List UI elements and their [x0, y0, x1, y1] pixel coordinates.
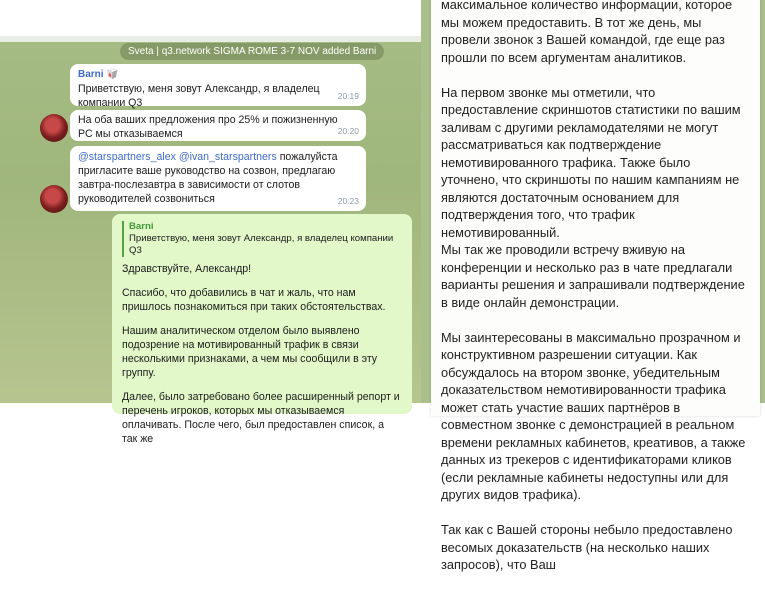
message-time: 20:23 [337, 196, 359, 206]
message-bubble[interactable] [70, 64, 366, 109]
reply-quote-text: Приветствую, меня зовут Александр, я владелец компании Q3 [129, 233, 394, 256]
message-text [78, 150, 356, 206]
document-panel [421, 0, 765, 572]
message-bubble[interactable] [70, 110, 366, 141]
document-paragraph: На первом звонке мы отметили, что предоставление скриншотов статистики по вашим заливам с другими рекламодателями не могут рассматриваться как подтверждение немотивированного трафика. Также было уточнено, что скриншоты по нашим кампаниям не являются достаточным основанием для подтверждения того, что трафик немотивированный. Мы так же проводили встречу вживую на конференции и несколько раз в чате предлагали варианты решения и запрашивали подтверждение в виде онлайн демонстрации. [441, 84, 745, 310]
reply-paragraph: Спасибо, что добавились в чат и жаль, что нам пришлось познакомиться при таких обстоятельствах. [122, 287, 386, 313]
reply-paragraph: Здравствуйте, Александр! [122, 263, 252, 275]
document-paragraph: Так как с Вашей стороны небыло предоставлено весомых доказательств (на несколько наших запросов), что Ваш [441, 522, 733, 572]
document-paragraph: максимальное количество информации, которое мы можем предоставить. В тот же день, мы провели звонок з Вашей командой, где еще раз прошли по всем аргументам аналитиков. [441, 0, 733, 65]
message-bubble[interactable] [70, 146, 366, 211]
document-text [441, 0, 746, 591]
system-message: Sveta | q3.network SIGMA ROME 3-7 NOV added Barni [120, 43, 384, 60]
message-time: 20:19 [337, 91, 359, 101]
message-body: пожалуйста пригласите ваше руководство на созвон, предлагаю завтра-послезавтра в зависимости от слотов руководителей созвониться [78, 151, 338, 205]
avatar[interactable] [40, 185, 68, 213]
reply-paragraph: Далее, было затребовано более расширенный репорт и перечень игроков, которых мы отказываемся оплачивать. После чего, был предоставлен список, а так же [122, 391, 400, 445]
document-paragraph: Мы заинтересованы в максимально прозрачном и конструктивном разрешении ситуации. Как обсуждалось на втором звонке, убедительным доказательством немотивированности трафика может стать участие ваших партнёров в совместном звонке с демонстрацией в реальном времени рекламных кабинетов, креативов, а также данных из трекеров с идентификаторами кликов (если рекламные кабинеты недоступны или для других видов трафика). [441, 329, 746, 502]
reply-paragraph: Нашим аналитическом отделом было выявлено подозрение на мотивированный трафик в связи несколькими признаками, а чем мы сообщили в эту группу. [122, 325, 378, 379]
reply-quote[interactable] [122, 221, 402, 257]
chat-screenshot [0, 0, 421, 445]
message-text: Приветствую, меня зовут Александр, я владелец компании Q3 [78, 83, 320, 109]
outgoing-message[interactable] [112, 214, 412, 445]
reply-quote-name: Barni [129, 221, 154, 232]
message-text: На оба ваших предложения про 25% и пожизненную РС мы отказываемся [78, 114, 338, 140]
message-sender[interactable]: Barni 🥡 [78, 69, 119, 80]
message-time: 20:20 [337, 126, 359, 136]
mention-link[interactable]: @starspartners_alex @ivan_starspartners [78, 151, 277, 163]
avatar[interactable] [40, 114, 68, 142]
chat-top-strip [0, 0, 421, 42]
